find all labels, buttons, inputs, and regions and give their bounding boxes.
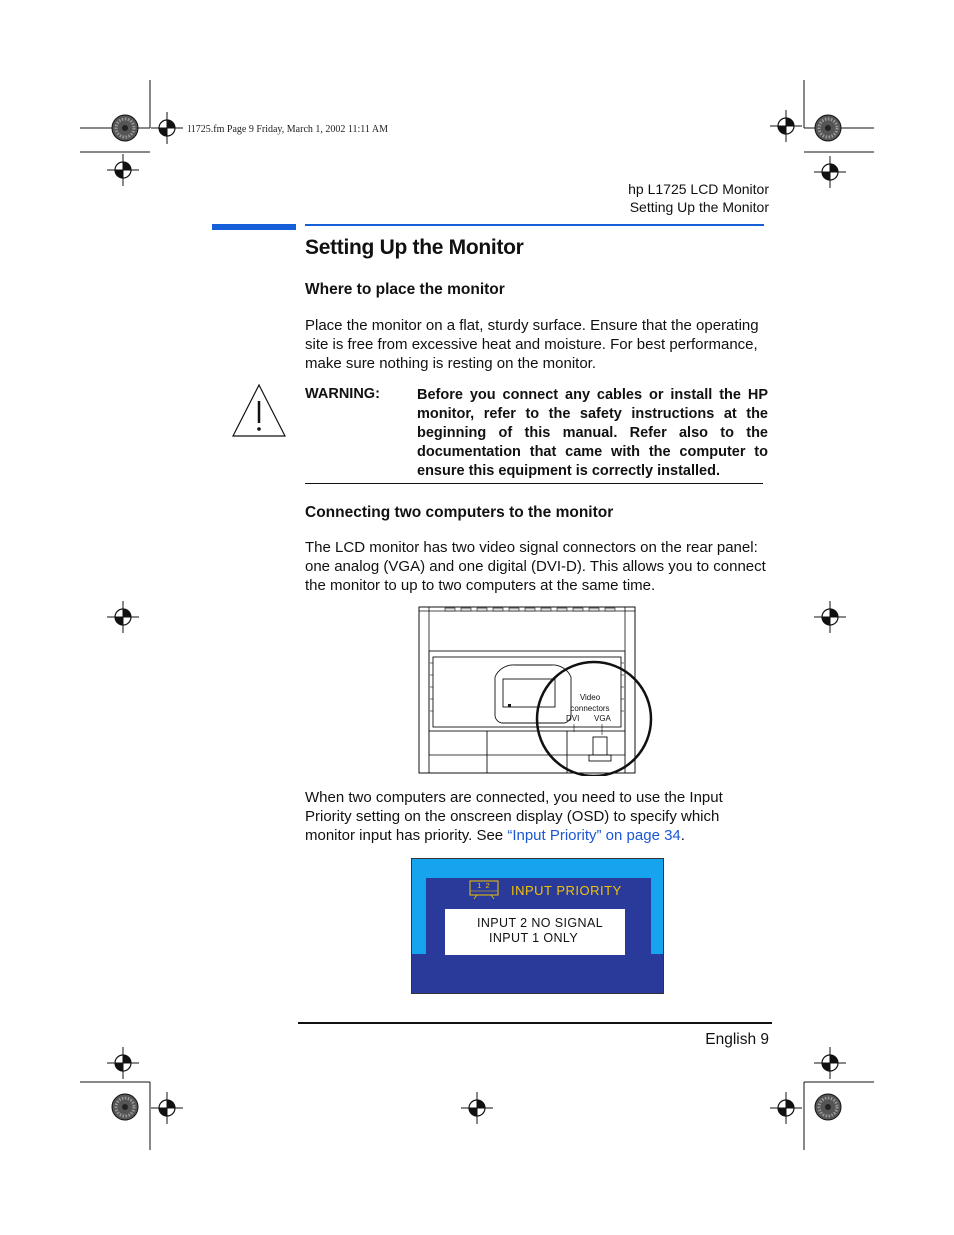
running-header-product: hp L1725 LCD Monitor: [628, 181, 769, 197]
warning-icon: [231, 383, 287, 439]
figure-label-vga: VGA: [594, 714, 611, 723]
page-title: Setting Up the Monitor: [305, 236, 524, 259]
osd-icon-text: 1 2: [477, 881, 491, 890]
figure-label-video: Video: [579, 693, 601, 702]
warning-text: Before you connect any cables or install the HP monitor, refer to the safety instructions at the beginning of this manual. Refer also to the documentation that came with the computer to ensure this equipment is correctly installed.: [417, 387, 768, 479]
warning-rule: [305, 483, 763, 484]
figure-label-connectors: connectors: [570, 704, 610, 713]
input-priority-paragraph: [305, 788, 735, 845]
osd-message-box: [445, 909, 625, 955]
running-header: [628, 180, 769, 216]
section-heading-placement: Where to place the monitor: [305, 281, 505, 298]
page-footer: English 9: [705, 1031, 769, 1048]
running-header-chapter: Setting Up the Monitor: [629, 199, 769, 215]
monitor-rear-figure: [417, 601, 657, 776]
placement-paragraph: Place the monitor on a flat, sturdy surface. Ensure that the operating site is free from excessive heat and moisture. For best performance, make sure nothing is resting on the monitor.: [305, 317, 759, 372]
osd-line-1: INPUT 2 NO SIGNAL: [477, 916, 604, 930]
footer-rule: [298, 1022, 772, 1024]
figure-label-dvi: DVI: [566, 714, 580, 723]
chapter-rule: [305, 224, 764, 226]
input-priority-link[interactable]: “Input Priority” on page 34: [507, 827, 681, 844]
osd-line-2: INPUT 1 ONLY: [489, 931, 579, 945]
section-heading-two-computers: Connecting two computers to the monitor: [305, 504, 614, 521]
chapter-accent-bar: [212, 224, 296, 230]
warning-label: WARNING:: [305, 386, 380, 402]
connectors-paragraph: The LCD monitor has two video signal connectors on the rear panel: one analog (VGA) and one digital (DVI-D). This allows you to connect the monitor to up to two computers at the same time.: [305, 539, 766, 594]
osd-title: INPUT PRIORITY: [511, 883, 622, 898]
osd-screen: [411, 858, 664, 994]
print-info: l1725.fm Page 9 Friday, March 1, 2002 11:11 AM: [188, 124, 388, 135]
input-priority-period: .: [680, 827, 685, 844]
input-priority-text: When two computers are connected, you need to use the Input Priority setting on the onscreen display (OSD) to specify which monitor input has priority. See: [305, 789, 723, 844]
